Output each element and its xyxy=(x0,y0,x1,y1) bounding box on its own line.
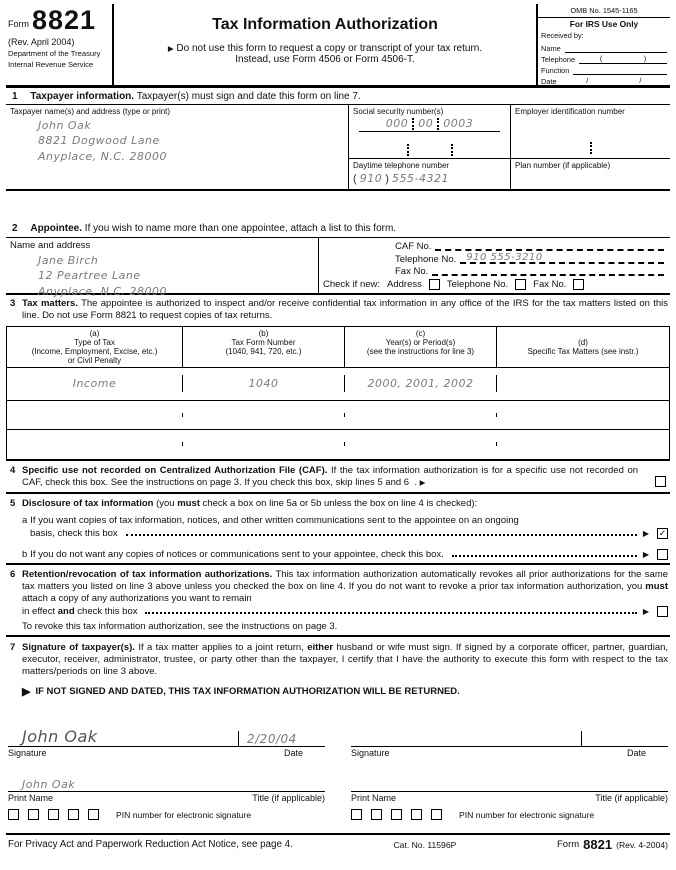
daytime-phone-cell[interactable] xyxy=(349,159,511,189)
check-if-new-label: Check if new: xyxy=(323,279,381,291)
print-name-line-right[interactable] xyxy=(351,762,668,792)
section6-title: Retention/revocation of tax information authorizations. xyxy=(22,568,273,580)
pin-label: PIN number for electronic signature xyxy=(459,809,595,820)
section1-number: 1 xyxy=(12,91,18,102)
received-by-label: Received by: xyxy=(541,31,584,40)
section6-note: To revoke this tax information authorization, see the instructions on page 3. xyxy=(22,620,338,632)
taxpayer-city-value[interactable]: Anyplace, N.C. 28000 xyxy=(38,149,167,163)
section3-paragraph xyxy=(6,295,670,326)
new-telephone-checkbox[interactable] xyxy=(515,279,526,290)
section3-text xyxy=(22,298,668,323)
irs-function-label: Function xyxy=(541,66,570,75)
appointee-name-value[interactable]: Jane Birch xyxy=(38,253,99,267)
col-a-header: (a) Type of Tax (Income, Employment, Excise, etc.) or Civil Penalty xyxy=(7,327,183,367)
section3-number: 3 xyxy=(10,298,16,309)
specific-matters-cell[interactable] xyxy=(497,413,669,417)
phone-number-value[interactable]: 555-4321 xyxy=(392,172,449,185)
catalog-number: Cat. No. 11596P xyxy=(393,840,457,851)
section1-right xyxy=(348,105,670,189)
specific-matters-cell[interactable] xyxy=(497,382,669,386)
signature-left-column xyxy=(8,715,325,820)
form-note-line1: Do not use this form to request a copy or transcript of your tax return. xyxy=(176,43,483,54)
section7-either: either xyxy=(307,641,334,653)
table-header-row xyxy=(7,327,669,368)
print-name-line-left[interactable] xyxy=(8,762,325,792)
print-name-value-left[interactable]: John Oak xyxy=(22,778,76,792)
irs-telephone-field[interactable] xyxy=(579,54,667,64)
section6-body-mid: attach a copy of any authorizations you want to remain xyxy=(22,593,252,605)
line5b xyxy=(8,549,668,560)
appointee-telephone-label: Telephone No. xyxy=(395,253,457,265)
irs-name-field[interactable] xyxy=(565,52,667,53)
tax-form-cell[interactable] xyxy=(183,413,345,417)
section1-grid xyxy=(6,105,670,191)
spacer xyxy=(6,191,670,223)
years-cell[interactable]: 2000, 2001, 2002 xyxy=(345,375,497,392)
date-label: Date xyxy=(626,748,646,759)
section5-must: must xyxy=(177,498,200,510)
table-row xyxy=(7,401,669,430)
section6 xyxy=(6,565,670,637)
tax-form-cell[interactable]: 1040 xyxy=(183,375,345,392)
phone-area-value[interactable]: 910 xyxy=(359,172,383,185)
appointee-telephone-field[interactable] xyxy=(460,251,664,264)
arrow-icon: ▶ xyxy=(642,549,649,559)
section7-number: 7 xyxy=(10,641,16,653)
section5-title: Disclosure of tax information xyxy=(22,498,154,510)
section4-number: 4 xyxy=(10,464,16,476)
section1-subtitle: Taxpayer(s) must sign and date this form on line 7. xyxy=(136,91,361,102)
tax-matters-table xyxy=(6,326,670,461)
section7 xyxy=(6,637,670,701)
table-row xyxy=(7,430,669,459)
ssn-cell[interactable] xyxy=(349,105,511,158)
ssn-separator xyxy=(412,118,414,130)
arrow-icon: ▶ xyxy=(167,44,174,53)
check-if-new-row xyxy=(323,277,666,292)
trail-dot: . xyxy=(414,477,417,489)
footer-form-id xyxy=(557,837,668,853)
section1-heading xyxy=(6,88,670,105)
section6-number: 6 xyxy=(10,568,16,580)
section5-paren-post: check a box on line 5a or 5b unless the box on line 4 is checked): xyxy=(199,498,478,510)
line4-checkbox[interactable] xyxy=(655,476,666,487)
treasury-label: Department of the Treasury xyxy=(8,48,101,58)
pin-row-left xyxy=(8,809,325,820)
paren-open: ( xyxy=(599,54,603,63)
line5b-letter: b xyxy=(22,548,28,560)
date-label: Date xyxy=(283,748,303,759)
print-name-label: Print Name xyxy=(8,793,54,804)
pin-box[interactable] xyxy=(411,809,422,820)
tax-type-cell[interactable] xyxy=(7,413,183,417)
irs-function-row xyxy=(538,64,670,75)
not-signed-warning xyxy=(22,685,668,699)
form-title-block xyxy=(114,4,536,85)
section3-body: The appointee is authorized to inspect and/or receive confidential tax information in any office of the IRS for the tax matters listed on this line. Do not use Form 8821 to request copies of tax returns. xyxy=(22,298,669,322)
form-note-line2: Instead, use Form 4506 or Form 4506-T. xyxy=(235,54,415,65)
line6-checkbox[interactable] xyxy=(657,606,668,617)
col-d-header: (d) Specific Tax Matters (see instr.) xyxy=(527,337,639,356)
taxpayer-name-address-cell[interactable] xyxy=(6,105,348,189)
pin-row-right xyxy=(351,809,668,820)
section4-title: Specific use not recorded on Centralized Authorization File (CAF). xyxy=(22,464,328,476)
pin-box[interactable] xyxy=(28,809,39,820)
signature-line-right[interactable] xyxy=(351,715,668,747)
irs-name-label: Name xyxy=(541,44,561,53)
warning-text: IF NOT SIGNED AND DATED, THIS TAX INFORMATION AUTHORIZATION WILL BE RETURNED. xyxy=(35,685,460,697)
section2-box xyxy=(6,237,670,298)
date-divider xyxy=(581,731,582,746)
daytime-phone-label: Daytime telephone number xyxy=(353,161,450,170)
years-cell[interactable] xyxy=(345,413,497,417)
title-label: Title (if applicable) xyxy=(595,793,668,804)
irs-telephone-row xyxy=(538,53,670,64)
line5b-checkbox[interactable] xyxy=(657,549,668,560)
appointee-telephone-value: 910 555-3210 xyxy=(466,251,543,263)
date-slash: / xyxy=(586,76,589,85)
section4-text xyxy=(22,465,638,490)
line5a-checkbox[interactable]: ✓ xyxy=(658,527,667,538)
section6-last-post: check this box xyxy=(74,605,138,617)
date-slash: / xyxy=(639,76,642,85)
dotted-leader xyxy=(126,534,637,536)
irs-use-only-box xyxy=(536,4,670,85)
line5a-text1: If you want copies of tax information, notices, and other written communications sent to the appointee on an ongoing xyxy=(30,515,519,527)
signature-label: Signature xyxy=(8,748,47,759)
col-b-header: (b) Tax Form Number (1040, 941, 720, etc.) xyxy=(183,327,345,367)
col-c-header: (c) Year(s) or Period(s) (see the instructions for line 3) xyxy=(345,327,497,367)
form-word: Form xyxy=(8,18,29,29)
fax-row xyxy=(323,265,666,278)
pin-box[interactable] xyxy=(8,809,19,820)
ssn-second-row[interactable] xyxy=(353,144,506,156)
section7-text xyxy=(22,642,668,699)
section2-heading xyxy=(6,223,670,237)
irs-telephone-label: Telephone xyxy=(541,55,576,64)
section2-right xyxy=(318,238,670,293)
pin-box[interactable] xyxy=(68,809,79,820)
ssn-separator xyxy=(437,118,439,130)
form-id-block xyxy=(6,4,114,85)
section6-last-pre: in effect xyxy=(22,605,58,617)
line5a xyxy=(8,515,668,538)
footer-form-revision: (Rev. 4-2004) xyxy=(616,840,668,851)
signature-value-left[interactable]: John Oak xyxy=(22,727,98,747)
footer-form-word: Form xyxy=(557,839,580,851)
arrow-icon: ▶ xyxy=(419,478,426,488)
appointee-telephone-row xyxy=(323,252,666,265)
fax-field[interactable] xyxy=(432,274,664,276)
ssn-separator xyxy=(451,144,453,156)
tax-form-cell[interactable] xyxy=(183,442,345,446)
dotted-leader xyxy=(452,555,637,557)
arrow-icon: ▶ xyxy=(642,528,649,538)
footer-form-number: 8821 xyxy=(583,837,613,853)
dotted-leader xyxy=(145,612,636,614)
section6-text xyxy=(22,569,668,606)
line5b-text: If you do not want any copies of notices or communications sent to your appointee, check this box. xyxy=(30,548,444,560)
irs-date-row xyxy=(538,75,670,86)
section4-body: If the tax information authorization is for a specific use not recorded on CAF, check this box. See the instructions on page 3. If you check this box, skip lines 5 and 6 xyxy=(22,464,639,489)
tax-type-cell[interactable] xyxy=(7,442,183,446)
years-cell[interactable] xyxy=(345,442,497,446)
line5a-text2: basis, check this box xyxy=(30,527,118,539)
pin-box[interactable] xyxy=(431,809,442,820)
form-title: Tax Information Authorization xyxy=(212,16,438,33)
irs-name-row xyxy=(538,42,670,53)
irs-date-field[interactable] xyxy=(561,76,667,86)
form-note xyxy=(114,43,536,54)
pin-box[interactable] xyxy=(371,809,382,820)
section3-title: Tax matters. xyxy=(22,298,78,309)
plan-number-cell[interactable] xyxy=(511,159,670,189)
ssn-part3: 0003 xyxy=(443,117,474,130)
section7-body1: If a tax matter applies to a joint return, xyxy=(138,641,308,653)
omb-number: OMB No. 1545-1165 xyxy=(538,4,670,18)
pin-box[interactable] xyxy=(48,809,59,820)
signature-right-column xyxy=(351,715,668,820)
specific-matters-cell[interactable] xyxy=(497,442,669,446)
form-number: 8821 xyxy=(32,5,97,35)
check-new-telephone-label: Telephone No. xyxy=(446,279,509,291)
arrow-icon: ▶ xyxy=(22,685,31,698)
form-revision: (Rev. April 2004) xyxy=(8,36,75,47)
section5-number: 5 xyxy=(10,498,16,510)
new-fax-checkbox[interactable] xyxy=(573,279,584,290)
taxpayer-street-value[interactable]: 8821 Dogwood Lane xyxy=(38,134,160,147)
ein-separator xyxy=(590,142,592,154)
ein-label: Employer identification number xyxy=(515,107,625,116)
check-new-address-label: Address xyxy=(387,279,422,291)
check-new-fax-label: Fax No. xyxy=(533,279,567,291)
ssn-value[interactable] xyxy=(359,117,500,132)
paren-close: ) xyxy=(385,173,389,185)
section2-number: 2 xyxy=(12,223,18,234)
appointee-street-value[interactable]: 12 Peartree Lane xyxy=(38,269,141,282)
tax-type-cell[interactable]: Income xyxy=(7,375,183,392)
arrow-icon: ▶ xyxy=(642,606,649,616)
fax-label: Fax No. xyxy=(395,266,429,278)
date-value-left[interactable]: 2/20/04 xyxy=(247,732,297,747)
print-name-label: Print Name xyxy=(351,793,397,804)
ein-cell[interactable] xyxy=(511,105,670,158)
pin-box[interactable] xyxy=(88,809,99,820)
pin-label: PIN number for electronic signature xyxy=(116,809,252,820)
caf-label: CAF No. xyxy=(395,240,432,252)
appointee-name-label: Name and address xyxy=(10,240,91,251)
ssn-part1: 000 xyxy=(385,117,409,130)
section5-paren-pre: (you xyxy=(156,498,178,510)
section6-and: and xyxy=(57,605,75,617)
pin-box[interactable] xyxy=(351,809,362,820)
section7-title: Signature of taxpayer(s). xyxy=(22,641,135,653)
ssn-part2: 00 xyxy=(418,117,434,130)
appointee-city-value[interactable]: Anyplace, N.C. 28000 xyxy=(38,284,167,298)
table-row xyxy=(7,368,669,401)
pin-box[interactable] xyxy=(391,809,402,820)
paren-open: ( xyxy=(353,173,357,185)
section6-body-pre: This tax information authorization automatically revokes all prior authorizations for the same tax matters you listed on line 3 above unless you checked the box on line 4. If you do not want to revoke a prior tax information authorization, you xyxy=(22,568,669,593)
ssn-label: Social security number(s) xyxy=(353,107,444,116)
irs-label: Internal Revenue Service xyxy=(8,59,94,69)
section2-subtitle: If you wish to name more than one appointee, attach a list to this form. xyxy=(84,223,397,234)
paren-close: ) xyxy=(643,54,647,63)
irs-function-field[interactable] xyxy=(573,74,667,75)
section6-must: must xyxy=(645,581,668,593)
section2-title: Appointee. xyxy=(30,223,83,234)
signature-line-left[interactable] xyxy=(8,715,325,747)
appointee-name-address-cell[interactable] xyxy=(6,238,318,298)
irs-use-only-title: For IRS Use Only xyxy=(569,19,639,29)
form-header xyxy=(6,4,670,88)
title-label: Title (if applicable) xyxy=(252,793,325,804)
taxpayer-name-value[interactable]: John Oak xyxy=(38,118,92,132)
section1-title: Taxpayer information. xyxy=(30,91,135,102)
privacy-notice: For Privacy Act and Paperwork Reduction Act Notice, see page 4. xyxy=(8,839,293,851)
new-address-checkbox[interactable] xyxy=(429,279,440,290)
section4 xyxy=(6,461,670,495)
section7-body2: husband or wife must sign. If signed by a corporate officer, partner, guardian, executor, receiver, administrator, trustee, or party other than the taxpayer, I certify that I have the authority to execute this form with respect to the tax matters/periods on line 3 above. xyxy=(22,641,669,678)
ssn-separator xyxy=(407,144,409,156)
irs-date-label: Date xyxy=(541,77,557,86)
form-footer xyxy=(6,833,670,853)
signature-block xyxy=(6,715,670,820)
taxpayer-name-label: Taxpayer name(s) and address (type or print) xyxy=(10,107,171,116)
plan-number-label: Plan number (if applicable) xyxy=(515,161,611,170)
signature-label: Signature xyxy=(351,748,390,759)
section5 xyxy=(6,494,670,564)
line5a-letter: a xyxy=(22,515,28,527)
